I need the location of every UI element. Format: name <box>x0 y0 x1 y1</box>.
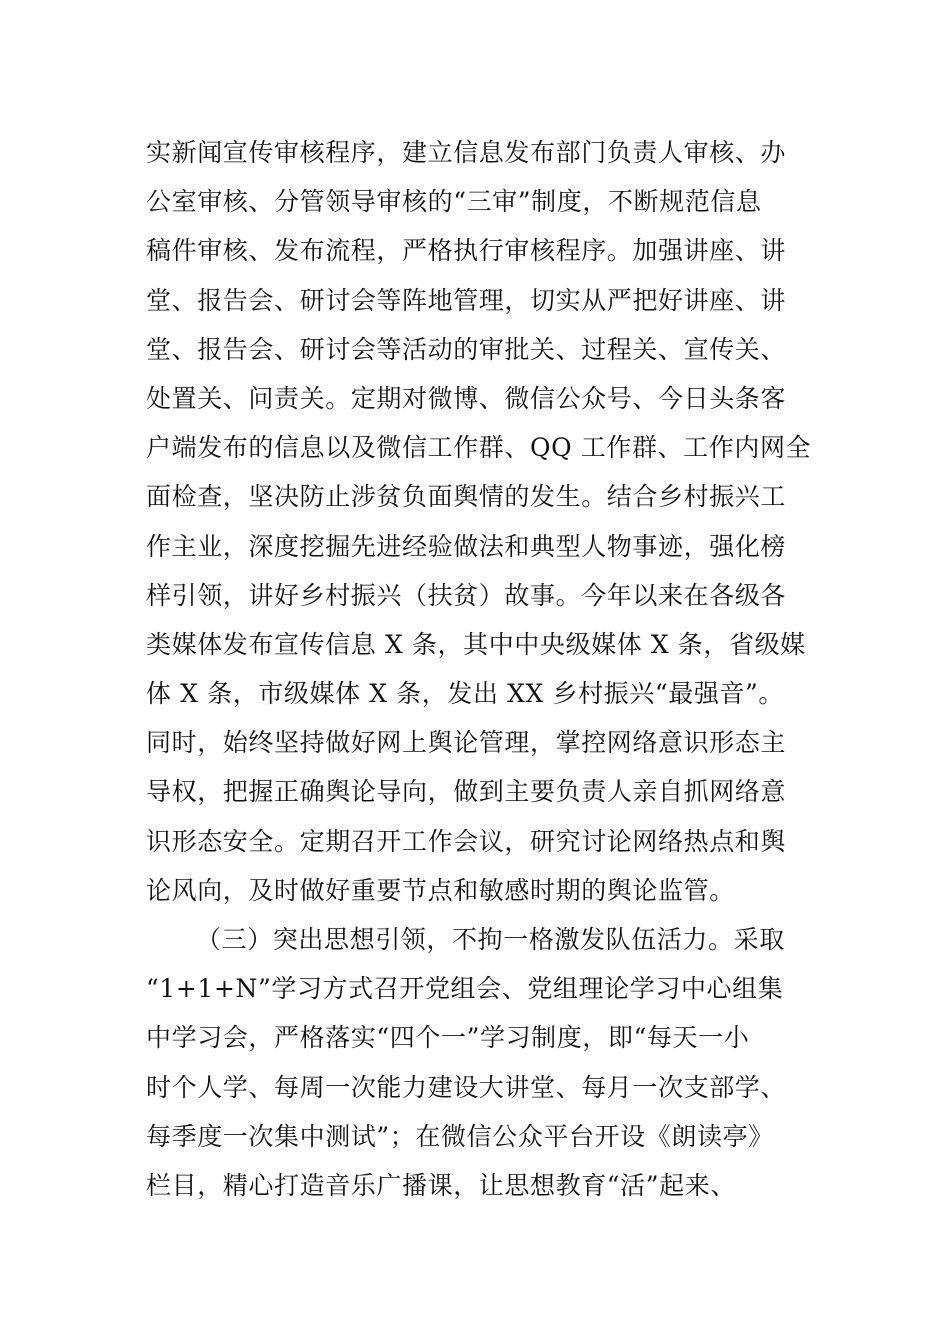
text-line: 同时，始终坚持做好网上舆论管理，掌控网络意识形态主 <box>146 728 787 758</box>
text-line: 类媒体发布宣传信息 X 条，其中中央级媒体 X 条，省级媒 <box>146 629 806 659</box>
text-line: 作主业，深度挖掘先进经验做法和典型人物事迹，强化榜 <box>146 531 787 561</box>
text-line: 样引领，讲好乡村振兴（扶贫）故事。今年以来在各级各 <box>146 580 787 610</box>
text-line: 每季度一次集中测试”；在微信公众平台开设《朗读亭》 <box>146 1121 774 1151</box>
text-line: 堂、报告会、研讨会等活动的审批关、过程关、宣传关、 <box>146 334 787 364</box>
text-line: 面检查，坚决防止涉贫负面舆情的发生。结合乡村振兴工 <box>146 482 787 512</box>
text-line: 实新闻宣传审核程序，建立信息发布部门负责人审核、办 <box>146 138 787 167</box>
text-line: “1+1+N”学习方式召开党组会、党组理论学习中心组集 <box>146 974 784 1004</box>
text-line: 时个人学、每周一次能力建设大讲堂、每月一次支部学、 <box>146 1072 787 1102</box>
text-line: 处置关、问责关。定期对微博、微信公众号、今日头条客 <box>146 383 787 413</box>
text-line: 户端发布的信息以及微信工作群、QQ 工作群、工作内网全 <box>146 433 812 463</box>
text-line: 中学习会，严格落实“四个一”学习制度，即“每天一小 <box>146 1023 750 1053</box>
text-line: 稿件审核、发布流程，严格执行审核程序。加强讲座、讲 <box>146 236 787 266</box>
text-line: 堂、报告会、研讨会等阵地管理，切实从严把好讲座、讲 <box>146 285 787 315</box>
text-line: 导权，把握正确舆论导向，做到主要负责人亲自抓网络意 <box>146 777 787 807</box>
section-heading-line: （三）突出思想引领，不拘一格激发队伍活力。采取 <box>196 925 785 954</box>
text-line: 公室审核、分管领导审核的“三审”制度，不断规范信息 <box>146 187 762 217</box>
body-text <box>146 128 810 1210</box>
text-line: 论风向，及时做好重要节点和敏感时期的舆论监管。 <box>146 875 735 905</box>
text-line: 栏目，精心打造音乐广播课，让思想教育“活”起来、 <box>146 1170 736 1200</box>
text-line: 体 X 条，市级媒体 X 条，发出 XX 乡村振兴“最强音”。 <box>146 679 785 709</box>
text-line: 识形态安全。定期召开工作会议，研究讨论网络热点和舆 <box>146 826 787 856</box>
